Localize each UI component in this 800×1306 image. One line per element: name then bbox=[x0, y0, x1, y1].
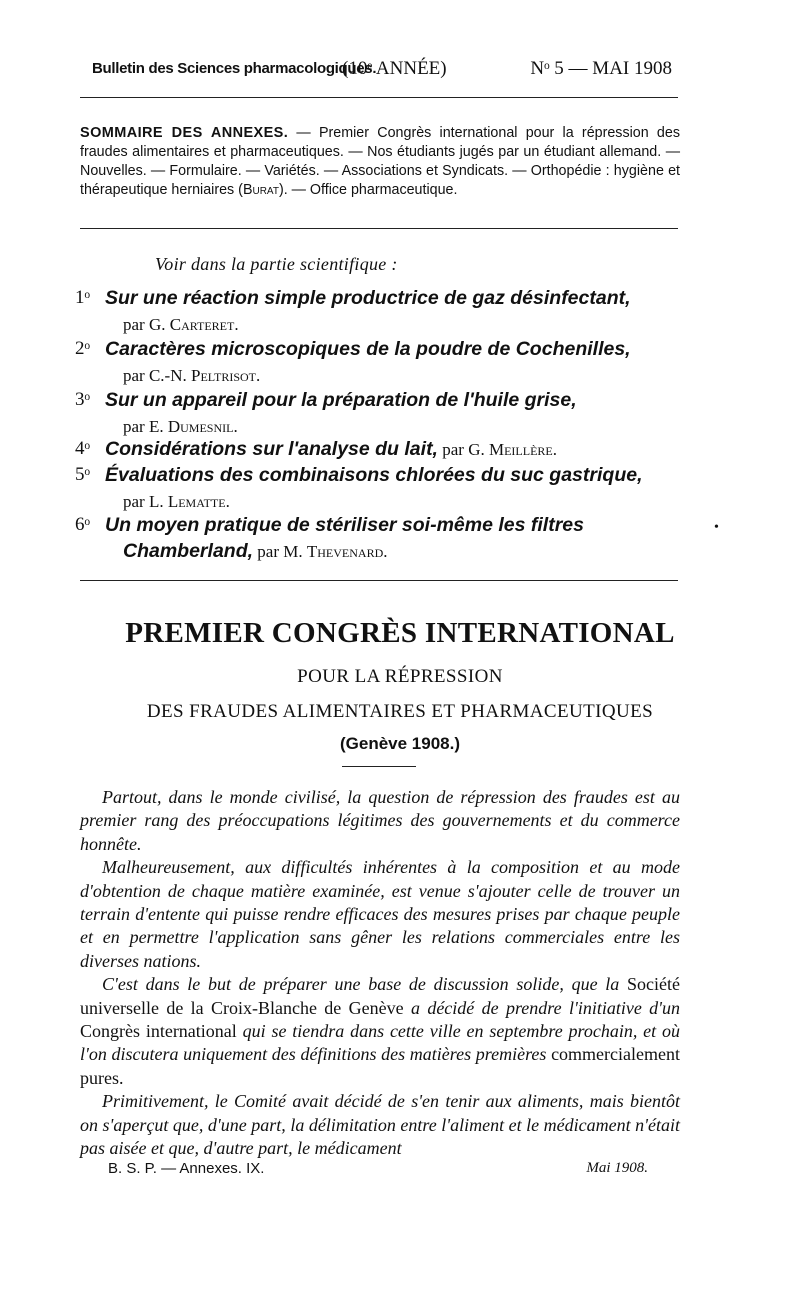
summary-end: ). — Office pharmaceutique. bbox=[278, 182, 458, 198]
item-author-line bbox=[438, 440, 557, 459]
item-title-line-2 bbox=[123, 540, 388, 563]
article-subtitle-1: POUR LA RÉPRESSION bbox=[297, 666, 503, 687]
item-end: . bbox=[234, 315, 239, 334]
page-footer bbox=[108, 1160, 648, 1180]
margin-mark: • bbox=[714, 520, 719, 535]
summary-text: — Premier Congrès international pour la répression des fraudes alimentaires et pharmaceutiques. — Nos étudiants jugés par un étudiant allemand. — Nouvelles. — Formulaire. — Variétés. — Associations et Syndicats. — Orthopédie : hygiène et thérapeutique herniaires ( bbox=[80, 125, 680, 198]
item-author-line bbox=[123, 366, 260, 386]
summary-label: SOMMAIRE DES ANNEXES. bbox=[80, 125, 289, 141]
item-end: . bbox=[225, 492, 230, 511]
summary-author: Burat bbox=[242, 182, 279, 198]
item-title: Sur une réaction simple productrice de gaz désinfectant, bbox=[105, 287, 631, 309]
item-author: Meillère bbox=[488, 440, 553, 459]
item-author-line bbox=[123, 492, 230, 512]
summary-rule bbox=[80, 228, 678, 229]
paragraph-text-roman: Société universelle de la Croix-Blanche de Genève bbox=[80, 974, 680, 1018]
article-place-date: (Genève 1908.) bbox=[339, 734, 460, 753]
article-subtitle-2: DES FRAUDES ALIMENTAIRES ET PHARMACEUTIQUES bbox=[146, 701, 654, 722]
item-author-line bbox=[253, 542, 387, 561]
item-by: par C.-N. bbox=[123, 366, 191, 385]
paragraph-text: C'est dans le but de préparer une base de discussion solide, que la bbox=[102, 974, 620, 995]
issue-label: Nᵒ 5 — MAI 1908 bbox=[530, 58, 672, 79]
item-author: Lematte bbox=[167, 492, 226, 511]
paragraph-text-roman: commercialement pures. bbox=[80, 1044, 681, 1088]
paragraph-text: qui se tiendra dans cette ville en septembre prochain, et où l'on discutera uniquement des définitions des matières premières bbox=[80, 1021, 680, 1065]
item-number: 2ᵒ bbox=[75, 338, 90, 359]
item-end: . bbox=[256, 366, 261, 385]
item-title-line bbox=[105, 438, 557, 461]
article-title: PREMIER CONGRÈS INTERNATIONAL bbox=[125, 617, 675, 649]
scientific-intro: Voir dans la partie scientifique : bbox=[155, 254, 398, 274]
item-by: par E. bbox=[123, 417, 168, 436]
item-number: 4ᵒ bbox=[75, 438, 90, 459]
header-rule bbox=[80, 97, 678, 98]
item-by: par G. bbox=[437, 440, 489, 459]
paragraph bbox=[80, 856, 680, 973]
item-number: 5ᵒ bbox=[75, 464, 90, 485]
paragraph-text-roman: Congrès international bbox=[80, 1021, 243, 1042]
paragraph-text: Primitivement, le Comité avait décidé de s'en tenir aux aliments, mais bientôt on s'aperçut que, d'une part, la délimitation entre l'aliment et le médicament n'était pas aisée et que, d'autre part, le médicament bbox=[80, 1091, 680, 1159]
item-author-line bbox=[123, 315, 239, 335]
item-title-cont: Chamberland, bbox=[123, 540, 254, 562]
item-title: Sur un appareil pour la préparation de l'huile grise, bbox=[105, 389, 577, 411]
paragraph bbox=[80, 1090, 680, 1160]
item-by: par G. bbox=[123, 315, 170, 334]
item-title: Caractères microscopiques de la poudre de Cochenilles, bbox=[105, 338, 631, 360]
paragraph-text: a décidé de prendre l'initiative d'un bbox=[410, 997, 681, 1018]
footer-left: B. S. P. — Annexes. IX. bbox=[108, 1160, 265, 1177]
journal-title: Bulletin des Sciences pharmacologiques. bbox=[92, 60, 377, 77]
item-number: 1ᵒ bbox=[75, 287, 90, 308]
paragraph bbox=[80, 973, 680, 1090]
paragraph-text: Partout, dans le monde civilisé, la question de répression des fraudes est au premier rang des préoccupations légitimes des gouvernements et du commerce honnête. bbox=[80, 787, 680, 854]
item-end: . bbox=[383, 542, 388, 561]
item-author: Peltrisot bbox=[190, 366, 256, 385]
paragraph-text: Malheureusement, aux difficultés inhérentes à la composition et au mode d'obtention de chaque matière examinée, est venue s'ajouter celle de trouver un terrain d'entente qui puisse rendre efficaces des mesures prises par chaque peuple et en permettre l'application sans gêner les relations commerciales entre les diverses nations. bbox=[80, 857, 680, 971]
title-rule bbox=[342, 766, 416, 767]
paragraph bbox=[80, 786, 680, 856]
item-author: Carteret bbox=[169, 315, 235, 334]
item-end: . bbox=[233, 417, 238, 436]
item-by: par L. bbox=[123, 492, 168, 511]
item-number: 3ᵒ bbox=[75, 389, 90, 410]
item-title: Évaluations des combinaisons chlorées du suc gastrique, bbox=[105, 464, 643, 486]
item-title: Un moyen pratique de stériliser soi-même les filtres bbox=[105, 514, 584, 536]
item-number: 6ᵒ bbox=[75, 514, 90, 535]
item-end: . bbox=[552, 440, 557, 459]
running-header bbox=[92, 58, 672, 88]
item-author: Dumesnil bbox=[167, 417, 234, 436]
item-author: Thevenard bbox=[306, 542, 384, 561]
summary-block bbox=[80, 124, 680, 200]
item-by: par M. bbox=[253, 542, 307, 561]
item-author-line bbox=[123, 417, 238, 437]
article-body bbox=[80, 786, 680, 1161]
item-title: Considérations sur l'analyse du lait, bbox=[105, 438, 438, 460]
year-label: (10ᵉ ANNÉE) bbox=[342, 58, 447, 79]
footer-right: Mai 1908. bbox=[586, 1160, 648, 1176]
section-rule bbox=[80, 580, 678, 581]
